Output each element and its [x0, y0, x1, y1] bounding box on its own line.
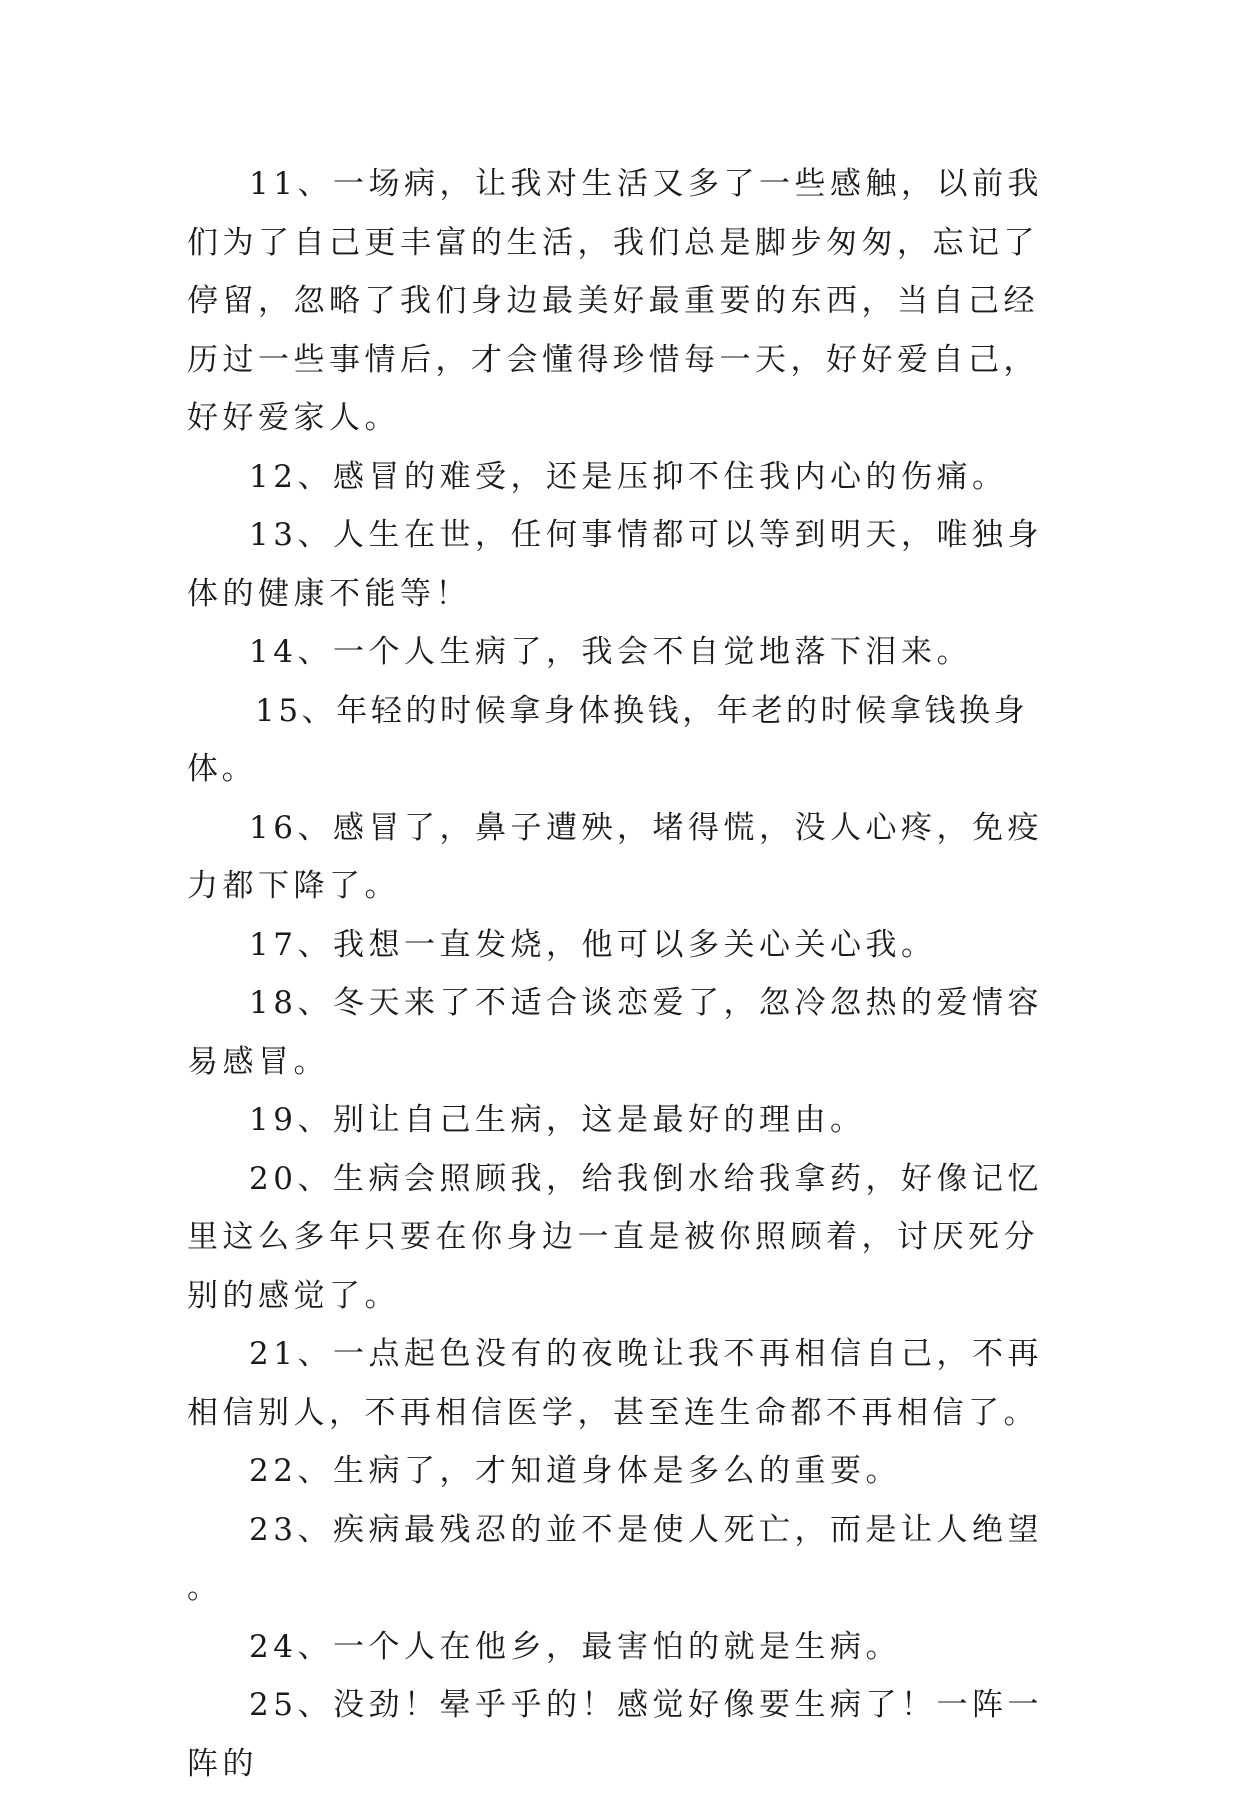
- paragraph-20: 20、生病会照顾我，给我倒水给我拿药，好像记忆里这么多年只要在你身边一直是被你照顾着，讨厌死分别的感觉了。: [187, 1160, 1043, 1314]
- paragraph-16: 16、感冒了，鼻子遭殃，堵得慌，没人心疼，免疫力都下降了。: [187, 809, 1043, 904]
- paragraph-14: 14、一个人生病了，我会不自觉地落下泪来。: [249, 634, 972, 670]
- paragraph-22: 22、生病了，才知道身体是多么的重要。: [249, 1453, 901, 1489]
- paragraph-11: 11、一场病，让我对生活又多了一些感触，以前我们为了自己更丰富的生活，我们总是脚步匆匆，忘记了停留，忽略了我们身边最美好最重要的东西，当自己经历过一些事情后，才会懂得珍惜每一天，好好爱自己，好好爱家人。: [187, 166, 1043, 436]
- paragraph-19: 19、别让自己生病，这是最好的理由。: [249, 1102, 866, 1138]
- paragraph-12: 12、感冒的难受，还是压抑不住我内心的伤痛。: [249, 458, 1008, 495]
- paragraph-13: 13、人生在世，任何事情都可以等到明天，唯独身体的健康不能等！: [187, 517, 1043, 612]
- paragraph-21: 21、一点起色没有的夜晚让我不再相信自己，不再相信别人，不再相信医学，甚至连生命都不再相信了。: [187, 1336, 1043, 1431]
- document-body: [187, 155, 1057, 1793]
- paragraph-18: 18、冬天来了不适合谈恋爱了，忽冷忽热的爱情容易感冒。: [187, 985, 1043, 1080]
- paragraph-25: 25、没劲！晕乎乎的！感觉好像要生病了！一阵一阵的: [187, 1687, 1043, 1782]
- paragraph-15: 15、年轻的时候拿身体换钱，年老的时候拿钱换身体。: [187, 692, 1029, 787]
- paragraph-24: 24、一个人在他乡，最害怕的就是生病。: [249, 1628, 901, 1665]
- paragraph-17: 17、我想一直发烧，他可以多关心关心我。: [249, 926, 937, 963]
- paragraph-23: 23、疾病最残忍的並不是使人死亡，而是让人绝望。: [187, 1511, 1043, 1606]
